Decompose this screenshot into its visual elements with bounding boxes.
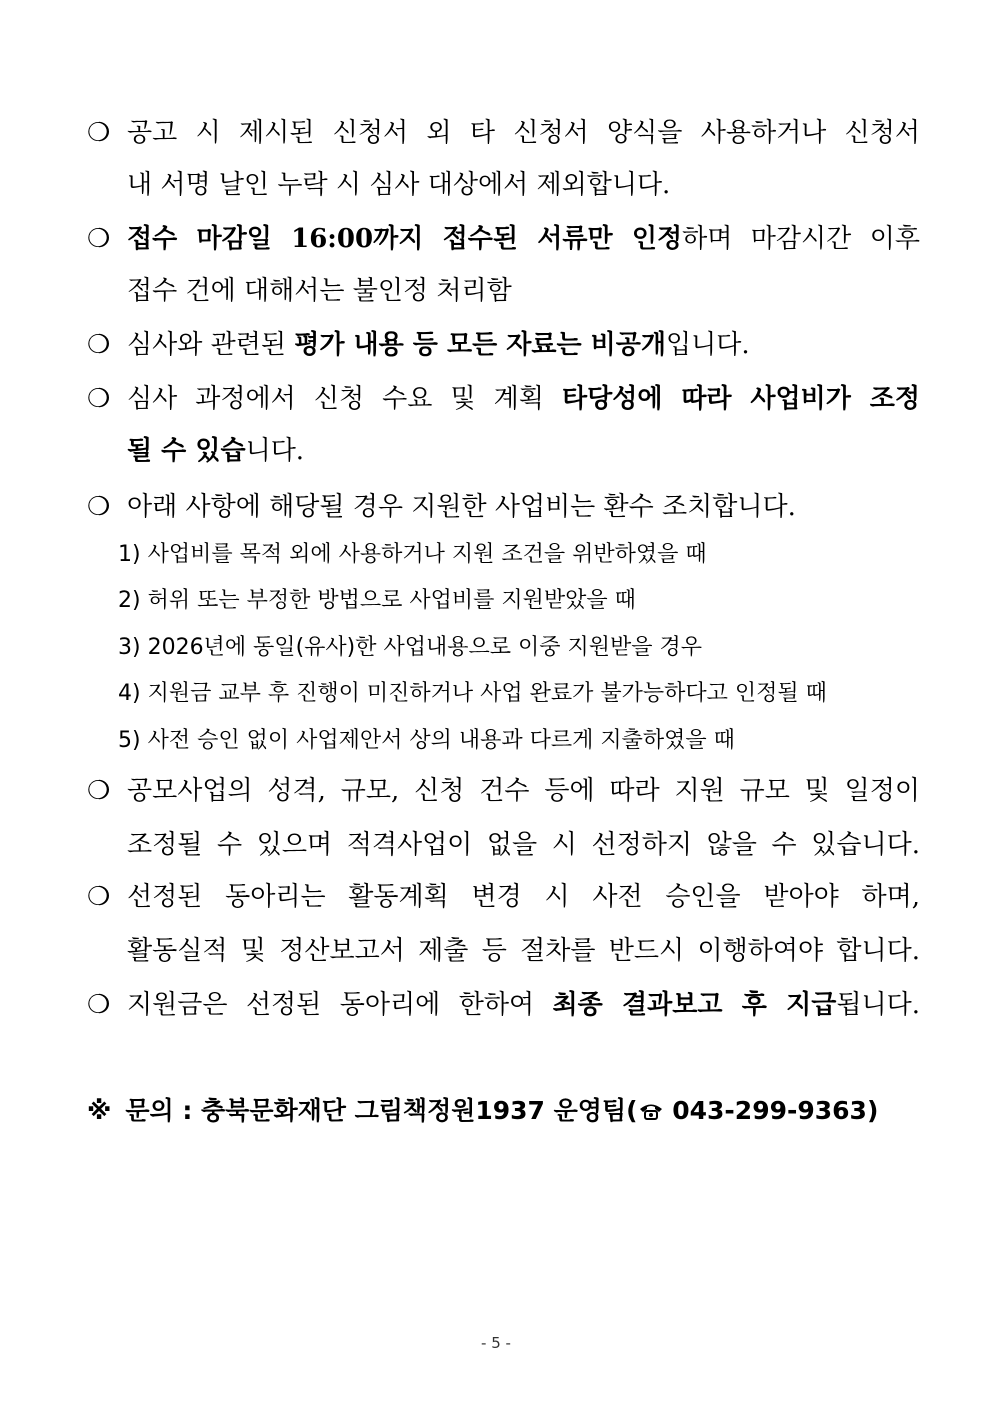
bullet-circle-icon: ❍ (87, 384, 111, 414)
bullet-circle-icon: ❍ (87, 492, 111, 522)
contact-info (87, 1094, 878, 1128)
line-text (127, 274, 920, 308)
line-text (127, 934, 920, 968)
text-segment: 하며 마감시간 이후 (682, 224, 920, 254)
telephone-icon (638, 1096, 664, 1125)
sub-list-item: 3) 2026년에 동일(유사)한 사업내용으로 이중 지원받을 경우 (118, 635, 702, 660)
text-segment: 지원금은 선정된 동아리에 한하여 (127, 990, 553, 1020)
text-segment: 심사 과정에서 신청 수요 및 계획 (127, 384, 562, 414)
text-segment: 심사와 관련된 (127, 330, 295, 360)
sub-list-item: 1) 사업비를 목적 외에 사용하거나 지원 조건을 위반하였을 때 (118, 542, 707, 567)
line-text (127, 490, 920, 524)
text-segment: 조정될 수 있으며 적격사업이 없을 시 선정하지 않을 수 있습니다. (127, 830, 920, 860)
text-segment: 아래 사항에 해당될 경우 지원한 사업비는 환수 조치합니다. (127, 492, 796, 522)
phone-number: 043-299-9363) (663, 1096, 879, 1125)
line-text (127, 988, 920, 1022)
line-text (127, 828, 920, 862)
bullet-circle-icon: ❍ (87, 776, 111, 806)
text-segment: 공고 시 제시된 신청서 외 타 신청서 양식을 사용하거나 신청서 (127, 118, 920, 148)
bullet-circle-icon: ❍ (87, 882, 111, 912)
line-text (127, 222, 920, 256)
text-segment: 니다. (245, 436, 305, 466)
text-segment: 선정된 동아리는 활동계획 변경 시 사전 승인을 받아야 하며, (127, 882, 920, 912)
line-text (127, 168, 920, 202)
text-segment: 입니다. (666, 330, 750, 360)
text-segment: 접수 건에 대해서는 불인정 처리함 (127, 276, 512, 306)
bold-text-segment: 최종 결과보고 후 지급 (552, 990, 837, 1020)
bold-text-segment: 접수 마감일 16:00까지 접수된 서류만 인정 (127, 224, 683, 254)
contact-label: 문의 : 충북문화재단 그림책정원1937 운영팀( (125, 1096, 638, 1125)
bullet-circle-icon: ❍ (87, 118, 111, 148)
bullet-circle-icon: ❍ (87, 330, 111, 360)
line-text (127, 328, 920, 362)
text-segment: 내 서명 날인 누락 시 심사 대상에서 제외합니다. (127, 170, 671, 200)
page-number: - 5 - (481, 1334, 511, 1352)
bold-text-segment: 될 수 있습 (127, 436, 246, 466)
sub-list-item: 4) 지원금 교부 후 진행이 미진하거나 사업 완료가 불가능하다고 인정될 때 (118, 681, 827, 706)
line-text (127, 880, 920, 914)
line-text (127, 116, 920, 150)
bullet-circle-icon: ❍ (87, 224, 111, 254)
sub-list-item: 5) 사전 승인 없이 사업제안서 상의 내용과 다르게 지출하였을 때 (118, 728, 735, 753)
text-segment: 공모사업의 성격, 규모, 신청 건수 등에 따라 지원 규모 및 일정이 (127, 776, 920, 806)
line-text (127, 434, 920, 468)
line-text (127, 774, 920, 808)
reference-mark: ※ (87, 1096, 112, 1125)
text-segment: 됩니다. (836, 990, 920, 1020)
line-text (127, 382, 920, 416)
bold-text-segment: 평가 내용 등 모든 자료는 비공개 (294, 330, 667, 360)
text-segment: 활동실적 및 정산보고서 제출 등 절차를 반드시 이행하여야 합니다. (127, 936, 920, 966)
bullet-circle-icon: ❍ (87, 990, 111, 1020)
sub-list-item: 2) 허위 또는 부정한 방법으로 사업비를 지원받았을 때 (118, 588, 636, 613)
bold-text-segment: 타당성에 따라 사업비가 조정 (561, 384, 920, 414)
